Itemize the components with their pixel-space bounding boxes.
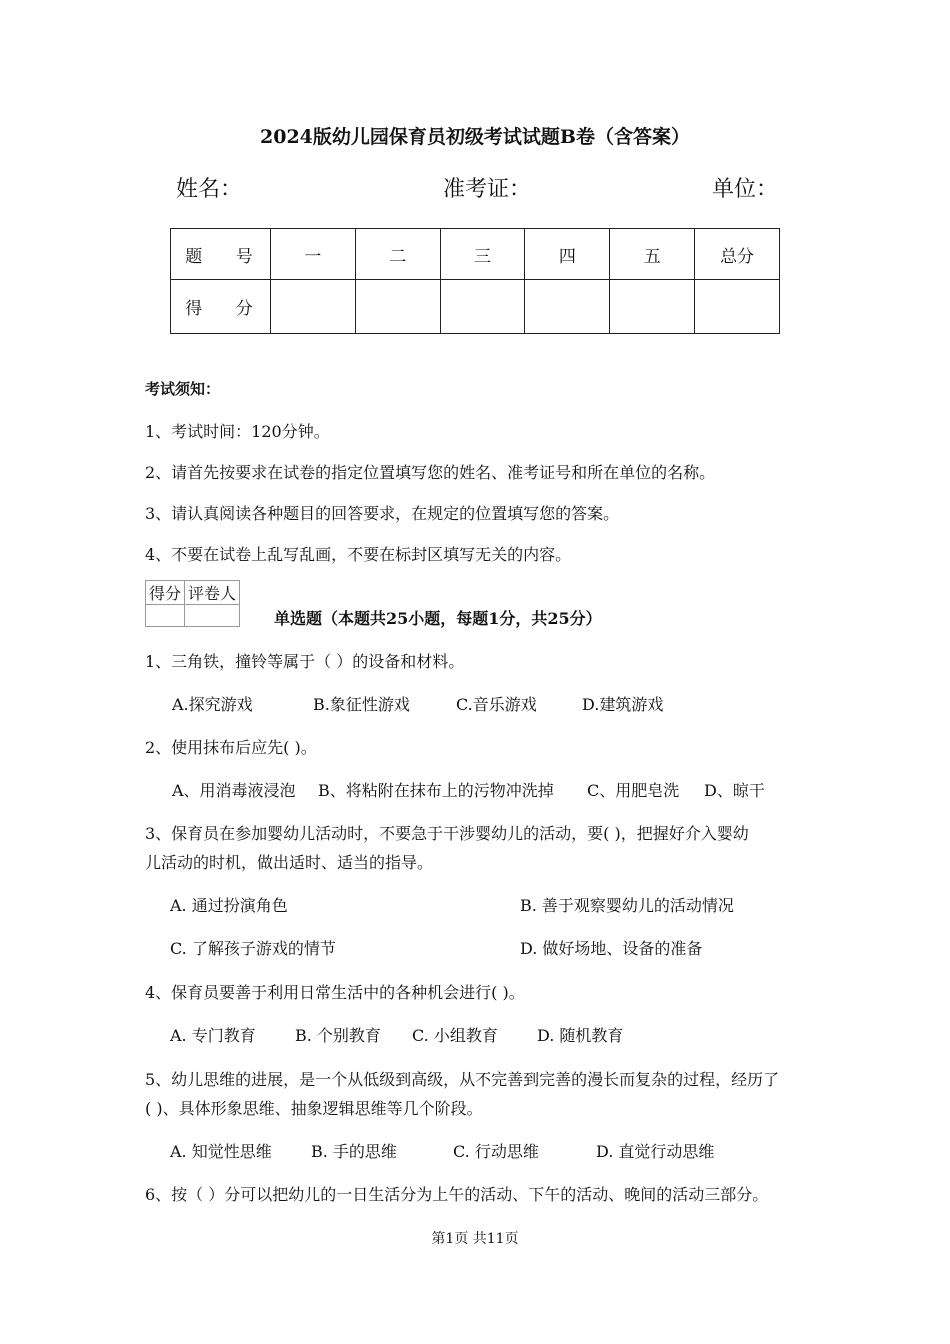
unit-label: 单位： <box>712 177 779 202</box>
question-3-stem: 3、保育员在参加婴幼儿活动时，不要急于干涉婴幼儿的活动，要( )，把握好介入婴幼 <box>145 824 749 843</box>
question-4-option-a[interactable]: A. 专门教育 <box>170 1026 256 1045</box>
score-cell[interactable] <box>610 280 695 334</box>
question-1-option-b[interactable]: B.象征性游戏 <box>313 695 410 714</box>
question-4-option-c[interactable]: C. 小组教育 <box>412 1026 498 1045</box>
score-table-col-3: 三 <box>440 229 525 280</box>
question-5-option-c[interactable]: C. 行动思维 <box>453 1142 539 1161</box>
question-3-option-d[interactable]: D. 做好场地、设备的准备 <box>520 939 703 958</box>
question-1-option-c[interactable]: C.音乐游戏 <box>456 695 537 714</box>
notice-item: 1、考试时间：120分钟。 <box>145 422 330 441</box>
question-4-stem: 4、保育员要善于利用日常生活中的各种机会进行( )。 <box>145 983 525 1002</box>
score-cell-total[interactable] <box>695 280 780 334</box>
question-4-option-b[interactable]: B. 个别教育 <box>295 1026 381 1045</box>
grader-reviewer-label: 评卷人 <box>185 581 240 605</box>
exam-number-label: 准考证： <box>443 177 532 202</box>
question-2-option-c[interactable]: C、用肥皂洗 <box>587 781 680 800</box>
score-table-header: 题 号 <box>171 229 271 280</box>
score-cell[interactable] <box>271 280 356 334</box>
grader-reviewer-cell[interactable] <box>185 605 240 627</box>
question-1-option-d[interactable]: D.建筑游戏 <box>582 695 664 714</box>
score-table-col-5: 五 <box>610 229 695 280</box>
score-cell[interactable] <box>525 280 610 334</box>
score-table-col-total: 总分 <box>695 229 780 280</box>
question-5-stem: 5、幼儿思维的进展，是一个从低级到高级，从不完善到完善的漫长而复杂的过程，经历了 <box>145 1070 780 1089</box>
question-2-option-d[interactable]: D、晾干 <box>704 781 765 800</box>
question-3-option-a[interactable]: A. 通过扮演角色 <box>170 896 288 915</box>
score-cell[interactable] <box>355 280 440 334</box>
question-3-option-c[interactable]: C. 了解孩子游戏的情节 <box>170 939 336 958</box>
score-table-col-4: 四 <box>525 229 610 280</box>
notice-item: 4、不要在试卷上乱写乱画，不要在标封区填写无关的内容。 <box>145 545 572 564</box>
question-3-stem-continued: 儿活动的时机，做出适时、适当的指导。 <box>145 853 434 872</box>
question-5-option-b[interactable]: B. 手的思维 <box>311 1142 397 1161</box>
question-1-option-a[interactable]: A.探究游戏 <box>172 695 253 714</box>
question-2-option-b[interactable]: B、将粘附在抹布上的污物冲洗掉 <box>318 781 554 800</box>
score-table-col-1: 一 <box>271 229 356 280</box>
notice-item: 3、请认真阅读各种题目的回答要求，在规定的位置填写您的答案。 <box>145 504 620 523</box>
question-5-stem-continued: ( )、具体形象思维、抽象逻辑思维等几个阶段。 <box>145 1099 483 1118</box>
score-table <box>170 228 780 334</box>
question-2-stem: 2、使用抹布后应先( )。 <box>145 738 317 757</box>
grader-score-cell[interactable] <box>146 605 185 627</box>
score-table-col-2: 二 <box>355 229 440 280</box>
question-4-option-d[interactable]: D. 随机教育 <box>537 1026 624 1045</box>
question-1-stem: 1、三角铁，撞铃等属于（ ）的设备和材料。 <box>145 652 465 671</box>
question-6-stem: 6、按（ ）分可以把幼儿的一日生活分为上午的活动、下午的活动、晚间的活动三部分。 <box>145 1185 769 1204</box>
question-5-option-d[interactable]: D. 直觉行动思维 <box>596 1142 715 1161</box>
section-title: 单选题（本题共25小题，每题1分，共25分） <box>274 609 602 628</box>
grader-score-label: 得分 <box>146 581 185 605</box>
question-3-option-b[interactable]: B. 善于观察婴幼儿的活动情况 <box>520 896 734 915</box>
score-cell[interactable] <box>440 280 525 334</box>
notice-title: 考试须知： <box>145 380 221 398</box>
score-row-label: 得 分 <box>171 280 271 334</box>
grader-box <box>145 580 240 627</box>
question-5-option-a[interactable]: A. 知觉性思维 <box>170 1142 272 1161</box>
page-footer: 第1页 共11页 <box>431 1231 519 1247</box>
page-title: 2024版幼儿园保育员初级考试试题B卷（含答案） <box>260 126 690 148</box>
question-2-option-a[interactable]: A、用消毒液浸泡 <box>172 781 296 800</box>
notice-item: 2、请首先按要求在试卷的指定位置填写您的姓名、准考证号和所在单位的名称。 <box>145 463 716 482</box>
name-label: 姓名： <box>176 177 243 202</box>
score-table-score-row <box>171 280 780 334</box>
score-table-header-row <box>171 229 780 280</box>
